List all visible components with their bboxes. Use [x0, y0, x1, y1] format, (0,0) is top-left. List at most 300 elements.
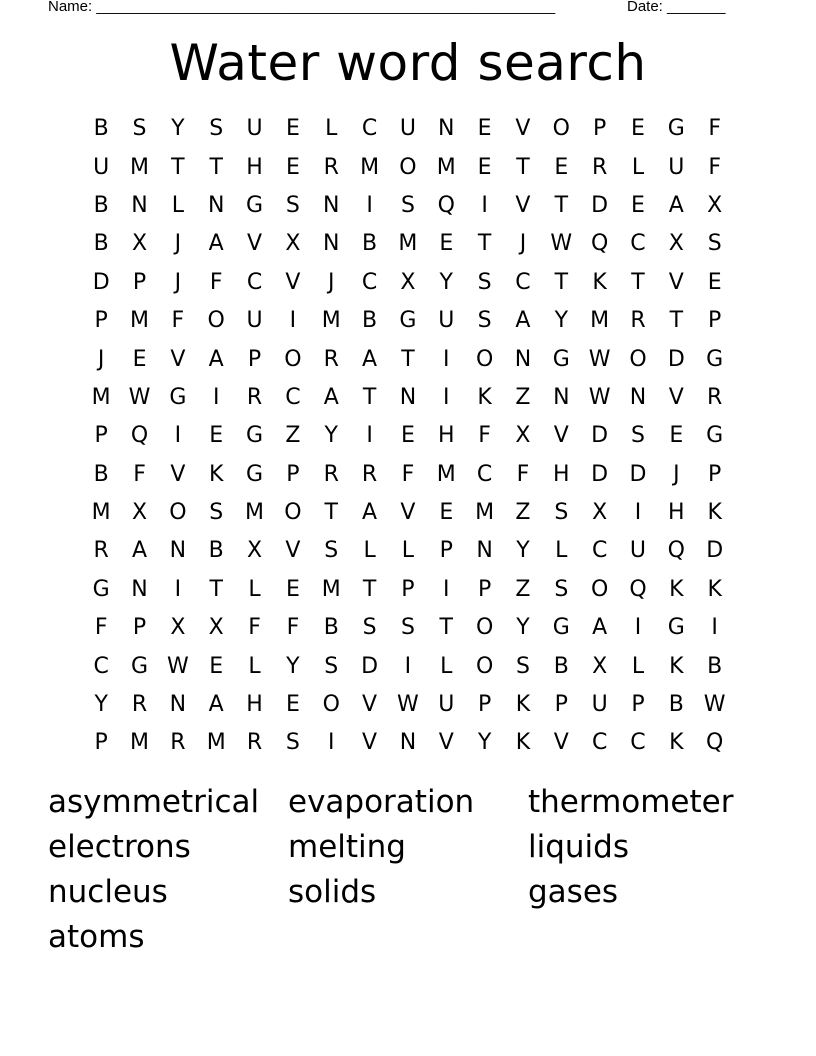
grid-cell[interactable]: Y — [516, 538, 530, 564]
grid-cell[interactable]: O — [552, 116, 570, 142]
grid-cell[interactable]: V — [247, 231, 263, 257]
grid-cell[interactable]: B — [323, 615, 339, 641]
grid-cell[interactable]: C — [361, 116, 378, 142]
grid-cell[interactable]: A — [362, 346, 378, 372]
grid-cell[interactable]: B — [707, 653, 723, 679]
grid-cell[interactable]: S — [477, 308, 492, 334]
grid-cell[interactable]: G — [667, 116, 685, 142]
grid-cell[interactable]: M — [91, 384, 111, 410]
grid-cell[interactable]: J — [673, 461, 680, 487]
grid-cell[interactable]: N — [131, 192, 148, 218]
grid-cell[interactable]: P — [94, 730, 108, 756]
grid-cell[interactable]: F — [708, 154, 721, 180]
grid-cell[interactable]: M — [321, 576, 341, 602]
grid-row — [82, 647, 734, 685]
grid-cell[interactable]: N — [399, 384, 417, 410]
grid-cell[interactable]: T — [209, 154, 223, 180]
grid-cell[interactable]: U — [438, 308, 455, 334]
grid-cell[interactable]: S — [707, 231, 722, 257]
grid-cell[interactable]: X — [592, 653, 608, 679]
grid-cell[interactable]: K — [592, 269, 607, 295]
grid-cell[interactable]: H — [668, 500, 685, 526]
grid-cell[interactable]: O — [629, 346, 647, 372]
grid-cell[interactable]: T — [324, 500, 338, 526]
grid-cell[interactable]: Q — [130, 423, 149, 449]
grid-cell[interactable]: E — [554, 154, 569, 180]
grid-cell[interactable]: D — [706, 538, 724, 564]
grid-cell[interactable]: X — [400, 269, 416, 295]
grid-cell[interactable]: F — [478, 423, 491, 449]
grid-cell[interactable]: V — [553, 423, 569, 449]
grid-cell[interactable]: L — [401, 538, 415, 564]
grid-cell[interactable]: R — [131, 692, 148, 718]
grid-cell[interactable]: D — [92, 269, 110, 295]
grid-cell[interactable]: G — [92, 576, 110, 602]
grid-cell[interactable]: C — [246, 269, 263, 295]
grid-cell[interactable]: Q — [706, 730, 724, 756]
grid-cell[interactable]: W — [397, 692, 419, 718]
grid-cell[interactable]: I — [443, 346, 450, 372]
grid-cell[interactable]: I — [481, 192, 488, 218]
grid-cell[interactable]: J — [174, 269, 182, 295]
grid-cell[interactable]: M — [436, 461, 456, 487]
grid-cell[interactable]: N — [399, 730, 417, 756]
grid-cell[interactable]: E — [439, 500, 454, 526]
grid-cell[interactable]: V — [400, 500, 416, 526]
grid-cell[interactable]: O — [475, 346, 494, 372]
grid-cell[interactable]: V — [553, 730, 569, 756]
grid-cell[interactable]: W — [588, 384, 611, 410]
grid-cell[interactable]: M — [130, 730, 149, 756]
grid-cell[interactable]: Q — [590, 231, 609, 257]
grid-cell[interactable]: H — [437, 423, 455, 449]
grid-cell[interactable]: E — [285, 692, 300, 718]
grid-cell[interactable]: E — [285, 154, 300, 180]
grid-cell[interactable]: E — [707, 269, 722, 295]
grid-cell[interactable]: G — [246, 423, 264, 449]
grid-cell[interactable]: G — [706, 346, 724, 372]
date-field[interactable]: Date: _______ — [627, 0, 726, 15]
grid-cell[interactable]: V — [362, 692, 378, 718]
grid-cell[interactable]: I — [634, 615, 642, 641]
grid-cell[interactable]: M — [130, 308, 149, 334]
grid-cell[interactable]: B — [93, 116, 109, 142]
grid-cell[interactable]: W — [703, 692, 726, 718]
grid-cell[interactable]: E — [132, 346, 147, 372]
grid-cell[interactable]: E — [631, 116, 645, 142]
grid-cell[interactable]: R — [93, 538, 109, 564]
grid-cell[interactable]: F — [401, 461, 415, 487]
grid-cell[interactable]: X — [668, 231, 684, 257]
grid-cell[interactable]: I — [366, 192, 373, 218]
grid-cell[interactable]: S — [515, 653, 530, 679]
word-list-item: atoms — [48, 919, 145, 955]
grid-cell[interactable]: G — [552, 615, 570, 641]
grid-cell[interactable]: K — [515, 730, 531, 756]
grid-cell[interactable]: N — [323, 231, 340, 257]
grid-cell[interactable]: R — [630, 308, 646, 334]
grid-cell[interactable]: S — [477, 269, 492, 295]
grid-cell[interactable]: C — [285, 384, 301, 410]
grid-cell[interactable]: E — [400, 423, 415, 449]
grid-cell[interactable]: R — [246, 730, 263, 756]
grid-cell[interactable]: F — [171, 308, 185, 334]
grid-cell[interactable]: C — [591, 538, 608, 564]
grid-cell[interactable]: U — [93, 154, 110, 180]
grid-cell[interactable]: L — [248, 576, 261, 602]
grid-cell[interactable]: T — [401, 346, 415, 372]
grid-cell[interactable]: Q — [437, 192, 455, 218]
grid-cell[interactable]: C — [630, 730, 646, 756]
grid-cell[interactable]: W — [128, 384, 151, 410]
grid-cell[interactable]: S — [209, 500, 224, 526]
grid-cell[interactable]: S — [285, 192, 300, 218]
grid-cell[interactable]: R — [170, 730, 186, 756]
grid-cell[interactable]: Q — [629, 576, 647, 602]
grid-cell[interactable]: D — [591, 461, 609, 487]
grid-cell[interactable]: T — [554, 269, 569, 295]
grid-cell[interactable]: F — [708, 116, 721, 142]
grid-cell[interactable]: X — [247, 538, 263, 564]
grid-cell[interactable]: L — [555, 538, 568, 564]
grid-cell[interactable]: C — [515, 269, 531, 295]
grid-cell[interactable]: P — [247, 346, 262, 372]
grid-cell[interactable]: N — [438, 116, 455, 142]
grid-cell[interactable]: T — [209, 576, 223, 602]
grid-cell[interactable]: X — [131, 231, 148, 257]
grid-cell[interactable]: T — [362, 384, 377, 410]
grid-cell[interactable]: H — [553, 461, 570, 487]
grid-cell[interactable]: F — [94, 615, 108, 641]
grid-cell[interactable]: H — [246, 692, 263, 718]
grid-cell[interactable]: W — [588, 346, 611, 372]
grid-cell[interactable]: N — [553, 384, 570, 410]
grid-cell[interactable]: I — [289, 308, 297, 334]
grid-cell[interactable]: P — [593, 116, 607, 142]
grid-cell[interactable]: J — [97, 346, 105, 372]
grid-cell[interactable]: E — [439, 231, 454, 257]
grid-row — [82, 225, 734, 263]
grid-cell[interactable]: M — [590, 308, 610, 334]
grid-cell[interactable]: R — [707, 384, 723, 410]
grid-cell[interactable]: D — [667, 346, 685, 372]
grid-cell[interactable]: Z — [285, 423, 301, 449]
grid-cell[interactable]: R — [246, 384, 263, 410]
grid-cell[interactable]: U — [591, 692, 608, 718]
grid-cell[interactable]: E — [631, 192, 645, 218]
grid-cell[interactable]: V — [285, 269, 301, 295]
grid-cell[interactable]: U — [246, 116, 263, 142]
grid-cell[interactable]: G — [706, 423, 724, 449]
grid-cell[interactable]: B — [208, 538, 224, 564]
grid-cell[interactable]: W — [166, 653, 189, 679]
grid-cell[interactable]: Y — [94, 692, 108, 718]
grid-cell[interactable]: U — [246, 308, 263, 334]
grid-cell[interactable]: N — [514, 346, 532, 372]
grid-cell[interactable]: N — [629, 384, 647, 410]
grid-cell[interactable]: M — [321, 308, 341, 334]
grid-cell[interactable]: G — [667, 615, 685, 641]
grid-cell[interactable]: I — [212, 384, 220, 410]
grid-cell[interactable]: O — [207, 308, 225, 334]
grid-cell[interactable]: S — [362, 615, 377, 641]
grid-cell[interactable]: R — [323, 154, 339, 180]
grid-cell[interactable]: T — [171, 154, 185, 180]
grid-cell[interactable]: Y — [516, 615, 530, 641]
grid-cell[interactable]: V — [668, 384, 684, 410]
grid-cell[interactable]: A — [208, 346, 224, 372]
grid-cell[interactable]: B — [362, 231, 378, 257]
grid-cell[interactable]: F — [209, 269, 223, 295]
grid-cell[interactable]: B — [93, 192, 109, 218]
grid-cell[interactable]: L — [631, 653, 645, 679]
grid-cell[interactable]: U — [629, 538, 647, 564]
grid-cell[interactable]: M — [130, 154, 149, 180]
grid-cell[interactable]: E — [477, 154, 492, 180]
grid-cell[interactable]: S — [631, 423, 645, 449]
grid-cell[interactable]: P — [132, 615, 147, 641]
grid-cell[interactable]: P — [554, 692, 568, 718]
grid-cell[interactable]: G — [169, 384, 187, 410]
grid-cell[interactable]: I — [366, 423, 373, 449]
grid-cell[interactable]: D — [361, 653, 379, 679]
grid-cell[interactable]: G — [246, 461, 264, 487]
grid-cell[interactable]: X — [707, 192, 723, 218]
grid-cell[interactable]: O — [590, 576, 609, 602]
grid-cell[interactable]: V — [170, 461, 186, 487]
grid-cell[interactable]: Z — [515, 384, 531, 410]
grid-cell[interactable]: N — [169, 692, 187, 718]
grid-cell[interactable]: P — [708, 461, 722, 487]
grid-cell[interactable]: I — [404, 653, 412, 679]
grid-cell[interactable]: O — [475, 653, 494, 679]
grid-cell[interactable]: P — [132, 269, 147, 295]
grid-cell[interactable]: N — [207, 192, 225, 218]
grid-cell[interactable]: T — [362, 576, 377, 602]
grid-cell[interactable]: A — [362, 500, 378, 526]
grid-cell[interactable]: A — [515, 308, 531, 334]
grid-cell[interactable]: T — [516, 154, 530, 180]
grid-cell[interactable]: K — [707, 576, 722, 602]
grid-cell[interactable]: F — [133, 461, 146, 487]
grid-cell[interactable]: V — [362, 730, 378, 756]
grid-cell[interactable]: B — [362, 308, 378, 334]
grid-cell[interactable]: F — [248, 615, 261, 641]
grid-cell[interactable]: F — [516, 461, 530, 487]
grid-cell[interactable]: T — [439, 615, 453, 641]
grid-cell[interactable]: S — [132, 116, 147, 142]
grid-cell[interactable]: S — [400, 615, 415, 641]
grid-cell[interactable]: V — [170, 346, 186, 372]
grid-cell[interactable]: C — [630, 231, 646, 257]
grid-cell[interactable]: L — [248, 653, 261, 679]
grid-cell[interactable]: V — [668, 269, 684, 295]
grid-cell[interactable]: P — [708, 308, 722, 334]
grid-cell[interactable]: N — [131, 576, 148, 602]
grid-cell[interactable]: R — [323, 346, 339, 372]
grid-cell[interactable]: P — [94, 308, 108, 334]
grid-cell[interactable]: F — [286, 615, 300, 641]
grid-cell[interactable]: S — [285, 730, 300, 756]
grid-cell[interactable]: E — [285, 116, 300, 142]
grid-cell[interactable]: P — [477, 576, 492, 602]
grid-cell[interactable]: N — [169, 538, 187, 564]
grid-cell[interactable]: K — [477, 384, 492, 410]
grid-cell[interactable]: K — [669, 730, 684, 756]
grid-cell[interactable]: I — [174, 423, 182, 449]
grid-cell[interactable]: V — [438, 730, 454, 756]
grid-cell[interactable]: M — [91, 500, 111, 526]
grid-cell[interactable]: E — [285, 576, 300, 602]
grid-cell[interactable]: T — [631, 269, 645, 295]
grid-cell[interactable]: V — [285, 538, 301, 564]
grid-cell[interactable]: D — [629, 461, 647, 487]
grid-cell[interactable]: I — [443, 576, 450, 602]
grid-cell[interactable]: N — [476, 538, 493, 564]
grid-cell[interactable]: B — [553, 653, 569, 679]
grid-cell[interactable]: L — [631, 154, 645, 180]
grid-cell[interactable]: R — [591, 154, 608, 180]
grid-cell[interactable]: H — [246, 154, 263, 180]
grid-cell[interactable]: X — [131, 500, 148, 526]
word-list-item: gases — [528, 874, 619, 910]
grid-cell[interactable]: P — [439, 538, 453, 564]
grid-cell[interactable]: D — [591, 423, 609, 449]
grid-cell[interactable]: V — [515, 116, 531, 142]
grid-cell[interactable]: S — [400, 192, 415, 218]
grid-cell[interactable]: U — [668, 154, 685, 180]
grid-cell[interactable]: J — [519, 231, 527, 257]
grid-cell[interactable]: Y — [171, 116, 185, 142]
grid-cell[interactable]: G — [552, 346, 570, 372]
grid-cell[interactable]: Y — [554, 308, 569, 334]
grid-cell[interactable]: A — [323, 384, 339, 410]
grid-cell[interactable]: Z — [515, 576, 531, 602]
grid-cell[interactable]: I — [634, 500, 642, 526]
name-field[interactable]: Name: _______________________________________________________ — [48, 0, 556, 15]
grid-cell[interactable]: A — [208, 231, 224, 257]
grid-cell[interactable]: S — [554, 576, 569, 602]
grid-cell[interactable]: Z — [515, 500, 531, 526]
grid-cell[interactable]: S — [209, 116, 224, 142]
grid-cell[interactable]: E — [209, 653, 224, 679]
grid-cell[interactable]: O — [475, 615, 494, 641]
grid-cell[interactable]: K — [707, 500, 722, 526]
grid-cell[interactable]: I — [327, 730, 335, 756]
grid-cell[interactable]: W — [550, 231, 573, 257]
grid-row — [82, 456, 734, 494]
grid-cell[interactable]: E — [669, 423, 684, 449]
grid-cell[interactable]: L — [171, 192, 184, 218]
grid-cell[interactable]: L — [325, 116, 338, 142]
grid-cell[interactable]: T — [554, 192, 569, 218]
grid-cell[interactable]: Q — [667, 538, 685, 564]
grid-cell[interactable]: K — [669, 653, 684, 679]
grid-cell[interactable]: O — [284, 346, 302, 372]
grid-cell[interactable]: R — [323, 461, 339, 487]
grid-row — [82, 148, 734, 186]
grid-cell[interactable]: I — [443, 384, 450, 410]
grid-cell[interactable]: A — [668, 192, 684, 218]
grid-cell[interactable]: C — [591, 730, 608, 756]
grid-cell[interactable]: J — [327, 269, 335, 295]
grid-cell[interactable]: A — [208, 692, 224, 718]
grid-cell[interactable]: M — [206, 730, 226, 756]
grid-cell[interactable]: L — [440, 653, 453, 679]
grid-cell[interactable]: I — [711, 615, 718, 641]
grid-cell[interactable]: Y — [324, 423, 338, 449]
grid-cell[interactable]: L — [363, 538, 376, 564]
grid-cell[interactable]: X — [170, 615, 186, 641]
grid-cell[interactable]: G — [399, 308, 417, 334]
grid-cell[interactable]: M — [475, 500, 495, 526]
grid-cell[interactable]: K — [669, 576, 684, 602]
grid-cell[interactable]: X — [208, 615, 224, 641]
grid-cell[interactable]: B — [93, 461, 109, 487]
grid-cell[interactable]: A — [131, 538, 148, 564]
grid-cell[interactable]: E — [209, 423, 224, 449]
grid-cell[interactable]: X — [592, 500, 608, 526]
grid-cell[interactable]: S — [554, 500, 569, 526]
grid-cell[interactable]: E — [477, 116, 492, 142]
grid-cell[interactable]: P — [401, 576, 415, 602]
grid-cell[interactable]: C — [361, 269, 378, 295]
grid-cell[interactable]: X — [515, 423, 531, 449]
grid-cell[interactable]: U — [399, 116, 416, 142]
grid-cell[interactable]: T — [477, 231, 492, 257]
grid-cell[interactable]: P — [631, 692, 645, 718]
grid-cell[interactable]: V — [515, 192, 531, 218]
grid-cell[interactable]: O — [322, 692, 340, 718]
grid-cell[interactable]: K — [515, 692, 531, 718]
grid-cell[interactable]: Y — [439, 269, 453, 295]
grid-cell[interactable]: G — [130, 653, 149, 679]
grid-cell[interactable]: M — [436, 154, 456, 180]
grid-cell[interactable]: G — [246, 192, 264, 218]
grid-cell[interactable]: D — [591, 192, 609, 218]
grid-cell[interactable]: M — [398, 231, 418, 257]
grid-cell[interactable]: P — [94, 423, 108, 449]
grid-cell[interactable]: S — [324, 538, 339, 564]
grid-cell[interactable]: R — [361, 461, 378, 487]
grid-row — [82, 494, 734, 532]
grid-cell[interactable]: M — [245, 500, 265, 526]
grid-cell[interactable]: K — [208, 461, 224, 487]
grid-cell[interactable]: C — [476, 461, 493, 487]
word-list — [48, 780, 768, 960]
grid-cell[interactable]: Y — [286, 653, 300, 679]
grid-cell[interactable]: P — [286, 461, 300, 487]
grid-cell[interactable]: M — [360, 154, 380, 180]
grid-cell[interactable]: O — [399, 154, 417, 180]
grid-cell[interactable]: C — [93, 653, 109, 679]
grid-cell[interactable]: A — [592, 615, 608, 641]
grid-cell[interactable]: N — [323, 192, 340, 218]
grid-cell[interactable]: X — [285, 231, 301, 257]
grid-cell[interactable]: J — [174, 231, 182, 257]
grid-cell[interactable]: O — [284, 500, 302, 526]
grid-cell[interactable]: S — [324, 653, 339, 679]
grid-cell[interactable]: I — [174, 576, 182, 602]
grid-cell[interactable]: B — [93, 231, 109, 257]
grid-cell[interactable]: B — [668, 692, 684, 718]
grid-row — [82, 379, 734, 417]
grid-cell[interactable]: U — [438, 692, 455, 718]
grid-cell[interactable]: T — [669, 308, 684, 334]
grid-cell[interactable]: P — [477, 692, 492, 718]
grid-cell[interactable]: Y — [477, 730, 492, 756]
grid-cell[interactable]: O — [169, 500, 187, 526]
